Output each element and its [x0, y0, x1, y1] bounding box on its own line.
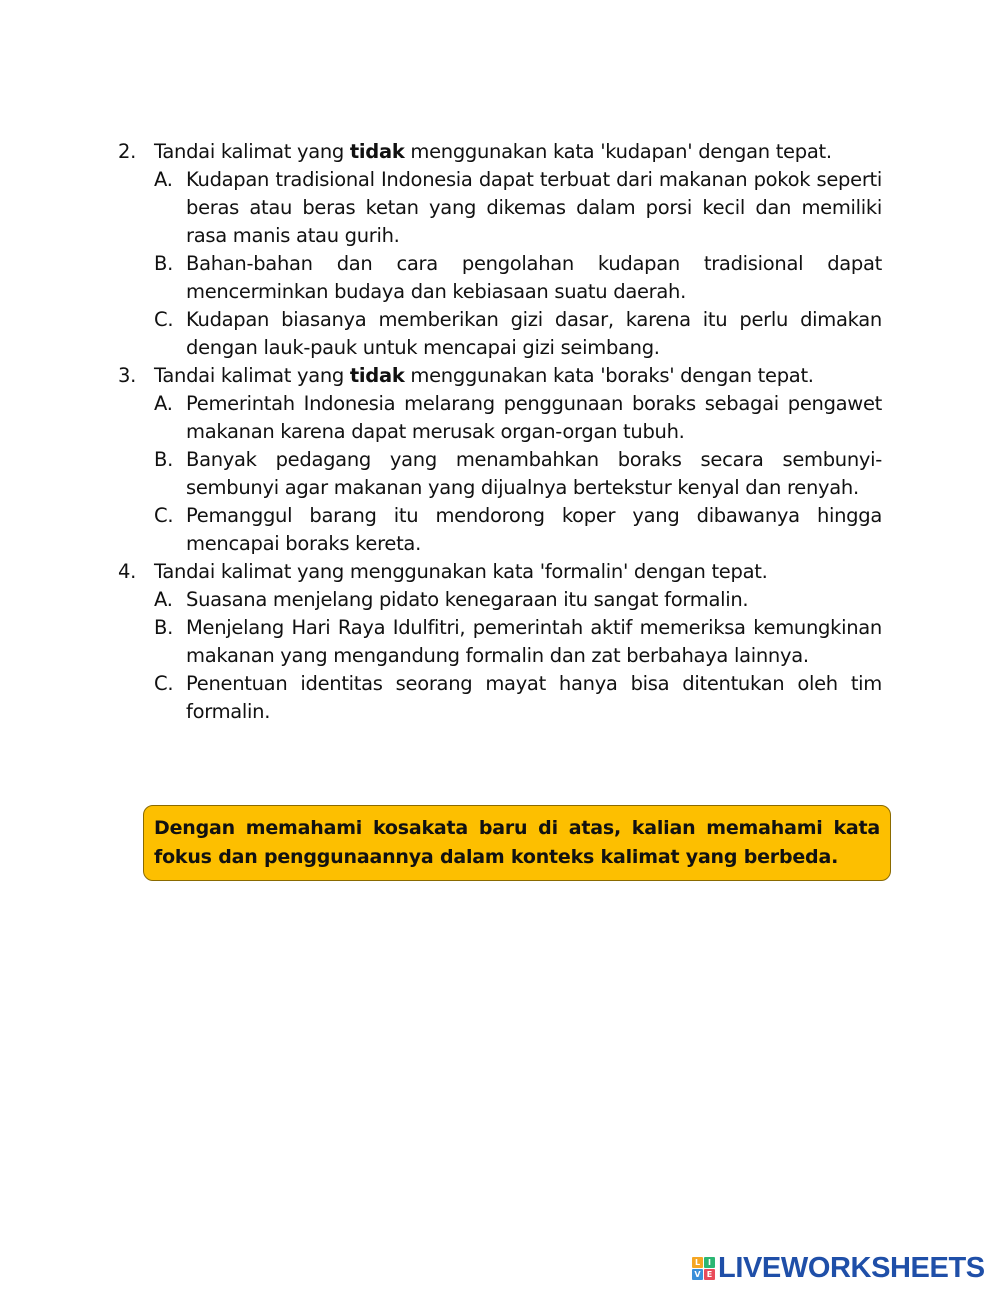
prompt-text: Tandai kalimat yang — [154, 364, 350, 387]
option-b[interactable] — [154, 614, 882, 670]
question-prompt — [118, 138, 882, 166]
option-text: Bahan-bahan dan cara pengolahan kudapan tradisional dapat mencerminkan budaya dan kebiasaan suatu daerah. — [186, 252, 882, 303]
option-text: Pemerintah Indonesia melarang penggunaan boraks sebagai pengawet makanan karena dapat merusak organ-organ tubuh. — [186, 392, 882, 443]
liveworksheets-icon — [692, 1257, 715, 1280]
option-c[interactable] — [154, 670, 882, 726]
logo-tile-e: E — [704, 1269, 715, 1280]
prompt-text: Tandai kalimat yang — [154, 140, 350, 163]
option-text: Kudapan biasanya memberikan gizi dasar, karena itu perlu dimakan dengan lauk-pauk untuk mencapai gizi seimbang. — [186, 308, 882, 359]
question-list — [118, 138, 882, 726]
option-text: Suasana menjelang pidato kenegaraan itu sangat formalin. — [186, 588, 749, 611]
brand-name: LIVEWORKSHEETS — [718, 1252, 985, 1284]
question-2 — [118, 138, 882, 362]
option-a[interactable] — [154, 586, 882, 614]
option-text: Pemanggul barang itu mendorong koper yang dibawanya hingga mencapai boraks kereta. — [186, 504, 882, 555]
prompt-text: Tandai kalimat yang menggunakan kata 'formalin' dengan tepat. — [154, 560, 768, 583]
option-b[interactable] — [154, 446, 882, 502]
option-letter: A. — [154, 168, 173, 191]
option-text: Kudapan tradisional Indonesia dapat terbuat dari makanan pokok seperti beras atau beras ketan yang dikemas dalam porsi kecil dan memiliki rasa manis atau gurih. — [186, 168, 882, 247]
summary-callout: Dengan memahami kosakata baru di atas, kalian memahami kata fokus dan penggunaannya dalam konteks kalimat yang berbeda. — [143, 805, 891, 881]
option-letter: C. — [154, 504, 174, 527]
option-text: Penentuan identitas seorang mayat hanya bisa ditentukan oleh tim formalin. — [186, 672, 882, 723]
option-text: Banyak pedagang yang menambahkan boraks secara sembunyi-sembunyi agar makanan yang dijualnya bertekstur kenyal dan renyah. — [186, 448, 882, 499]
question-number: 3. — [118, 364, 137, 387]
option-letter: C. — [154, 308, 174, 331]
option-list — [118, 586, 882, 726]
prompt-emphasis: tidak — [349, 364, 405, 387]
logo-tile-v: V — [692, 1269, 703, 1280]
option-a[interactable] — [154, 166, 882, 250]
option-b[interactable] — [154, 250, 882, 306]
logo-tile-l: L — [692, 1257, 703, 1268]
option-letter: C. — [154, 672, 174, 695]
liveworksheets-logo — [692, 1252, 985, 1285]
question-number: 2. — [118, 140, 137, 163]
logo-tile-i: I — [704, 1257, 715, 1268]
question-4 — [118, 558, 882, 726]
option-letter: A. — [154, 392, 173, 415]
option-c[interactable] — [154, 306, 882, 362]
option-list — [118, 166, 882, 362]
option-list — [118, 390, 882, 558]
question-number: 4. — [118, 560, 137, 583]
option-letter: B. — [154, 448, 173, 471]
option-text: Menjelang Hari Raya Idulfitri, pemerintah aktif memeriksa kemungkinan makanan yang mengandung formalin dan zat berbahaya lainnya. — [186, 616, 882, 667]
option-a[interactable] — [154, 390, 882, 446]
prompt-text-end: menggunakan kata 'kudapan' dengan tepat. — [404, 140, 832, 163]
question-prompt — [118, 558, 882, 586]
prompt-emphasis: tidak — [349, 140, 405, 163]
question-prompt — [118, 362, 882, 390]
prompt-text-end: menggunakan kata 'boraks' dengan tepat. — [404, 364, 814, 387]
option-c[interactable] — [154, 502, 882, 558]
option-letter: B. — [154, 616, 173, 639]
question-3 — [118, 362, 882, 558]
option-letter: B. — [154, 252, 173, 275]
option-letter: A. — [154, 588, 173, 611]
